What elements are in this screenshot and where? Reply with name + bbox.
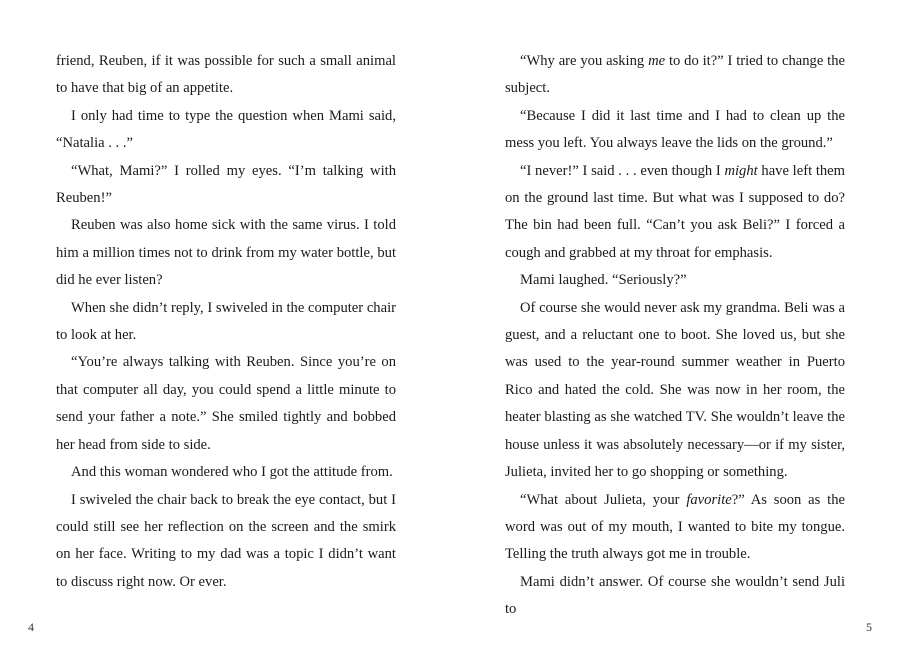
right-paragraph-1 — [505, 48, 845, 103]
right-paragraph-4: Mami laughed. “Seriously?” — [520, 272, 687, 289]
left-paragraph-8: I swiveled the chair back to break the eye contact, but I could still see her reflection on the screen and the smirk on her face. Writing to my dad was a topic I didn’t want to discuss right now. Or ever. — [56, 491, 396, 590]
left-paragraph-3: “What, Mami?” I rolled my eyes. “I’m talking with Reuben!” — [56, 162, 396, 207]
left-paragraph-5: When she didn’t reply, I swiveled in the computer chair to look at her. — [56, 299, 396, 344]
right-paragraph-7: Mami didn’t answer. Of course she wouldn’t send Juli to — [505, 573, 845, 618]
left-paragraph-7: And this woman wondered who I got the attitude from. — [71, 464, 393, 481]
right-paragraph-6-text-b: ?” As soon as the word was out of my mouth, I wanted to bite my tongue. Telling the truth always got me in trouble. — [505, 491, 845, 563]
left-paragraph-1: friend, Reuben, if it was possible for such a small animal to have that big of an appetite. — [56, 53, 396, 97]
left-page-number: 4 — [28, 620, 34, 634]
left-page — [56, 48, 396, 596]
right-paragraph-5: Of course she would never ask my grandma. Beli was a guest, and a reluctant one to boot. She loved us, but she was used to the year-round summer weather in Puerto Rico and hated the cold. She was now in her room, the heater blasting as she watched TV. She wouldn’t leave the house unless it was absolutely necessary—or if my sister, Julieta, invited her to go shopping or something. — [505, 299, 845, 481]
right-paragraph-3 — [505, 158, 845, 268]
left-paragraph-2: I only had time to type the question when Mami said, “Natalia . . .” — [56, 107, 396, 152]
right-paragraph-3-text-a: “I never!” I said . . . even though I — [520, 162, 725, 179]
right-paragraph-1-emphasis: me — [648, 53, 666, 69]
right-page-number: 5 — [866, 620, 872, 634]
right-paragraph-6-emphasis: favorite — [686, 491, 732, 508]
right-page — [505, 48, 845, 624]
right-paragraph-6 — [505, 487, 845, 569]
right-paragraph-3-emphasis: might — [724, 162, 758, 179]
right-paragraph-1-text-a: “Why are you asking — [520, 53, 649, 69]
right-paragraph-6-text-a: “What about Julieta, your — [520, 491, 687, 508]
right-paragraph-3-text-b: have left them on the ground last time. But what was I supposed to do? The bin had been full. “Can’t you ask Beli?” I forced a cough and grabbed at my throat for emphasis. — [505, 162, 846, 261]
left-paragraph-4: Reuben was also home sick with the same virus. I told him a million times not to drink from my water bottle, but did he ever listen? — [56, 217, 396, 289]
left-paragraph-6: “You’re always talking with Reuben. Since you’re on that computer all day, you could spend a little minute to send your father a note.” She smiled tightly and bobbed her head from side to side. — [56, 354, 396, 453]
right-paragraph-1-text-b: to do it?” I tried to change the subject. — [505, 53, 846, 97]
right-paragraph-2: “Because I did it last time and I had to clean up the mess you left. You always leave the lids on the ground.” — [505, 107, 845, 152]
